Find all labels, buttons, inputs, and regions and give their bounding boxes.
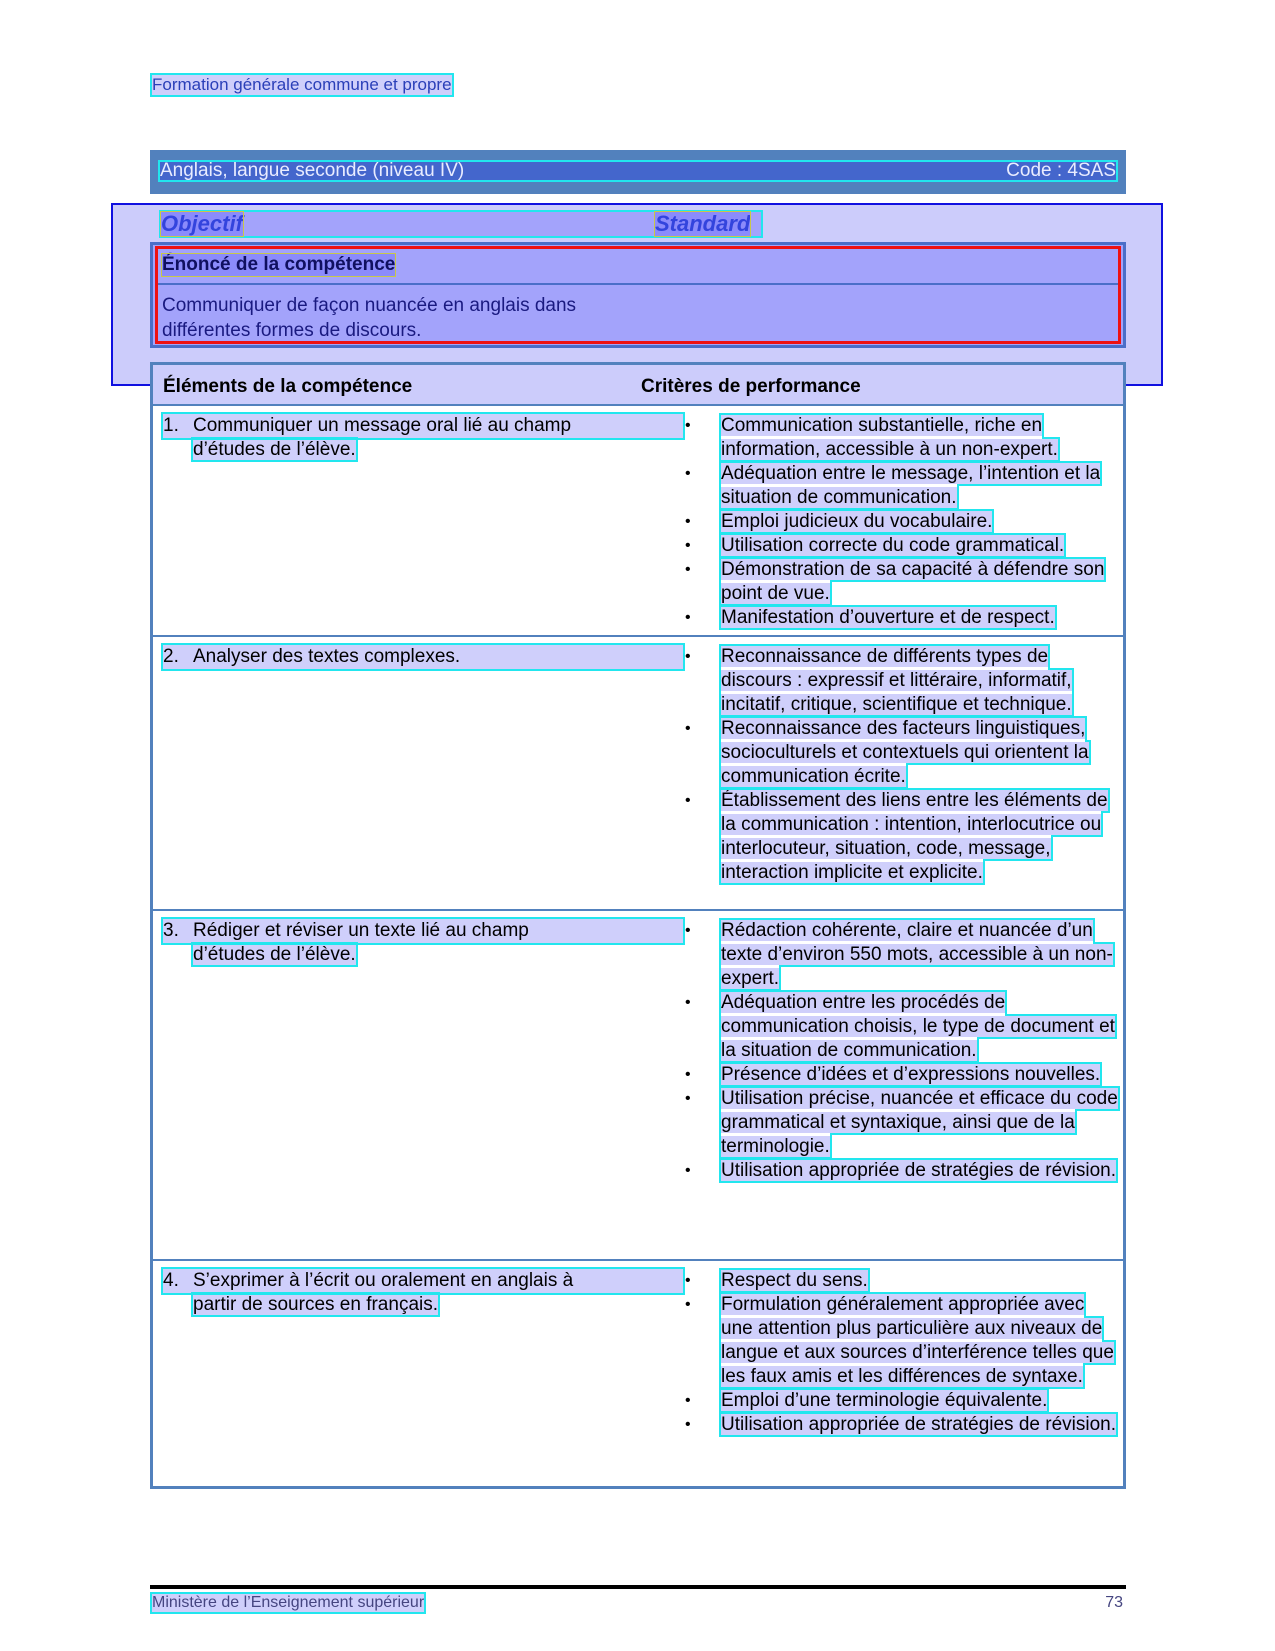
bullet-icon: • [685, 792, 691, 809]
bullet-icon: • [685, 1090, 691, 1107]
bullet-icon: • [685, 465, 691, 482]
competence-element [163, 919, 683, 967]
column-header-elements: Éléments de la compétence [163, 376, 413, 397]
enonce-text: Communiquer de façon nuancée en anglais dans différentes formes de discours. [162, 295, 577, 341]
element-number: 1. [163, 415, 179, 436]
competence-element [163, 645, 683, 669]
criterion-text: Adéquation entre les procédés de communication choisis, le type de document et la situation de communication. [721, 992, 1115, 1061]
criterion-item [683, 558, 1118, 606]
table-row [153, 637, 1123, 911]
criterion-text: Adéquation entre le message, l’intention et la situation de communication. [721, 463, 1101, 508]
criterion-item [683, 534, 1118, 558]
criterion-text: Communication substantielle, riche en information, accessible à un non-expert. [721, 415, 1058, 460]
criterion-item [683, 991, 1118, 1063]
criterion-item [683, 1413, 1118, 1437]
performance-criteria [683, 1269, 1118, 1437]
criterion-text: Emploi judicieux du vocabulaire. [721, 511, 993, 532]
bullet-icon: • [685, 648, 691, 665]
footer-ministry: Ministère de l’Enseignement supérieur [152, 1594, 425, 1611]
criterion-text: Présence d’idées et d’expressions nouvelles. [721, 1064, 1101, 1085]
criterion-item [683, 414, 1118, 462]
course-title-bar [150, 150, 1126, 194]
bullet-icon: • [685, 609, 691, 626]
element-number: 2. [163, 646, 179, 667]
competence-element [163, 414, 683, 462]
criterion-text: Reconnaissance des facteurs linguistiques, socioculturels et contextuels qui orientent la communication écrite. [721, 718, 1089, 787]
bullet-icon: • [685, 513, 691, 530]
element-text-continued: d’études de l’élève. [193, 439, 356, 460]
element-text: Rédiger et réviser un texte lié au champ [193, 920, 529, 941]
table-row [153, 1261, 1123, 1489]
criterion-item [683, 1159, 1118, 1183]
bullet-icon: • [685, 1296, 691, 1313]
course-code: Code : 4SAS [1006, 160, 1116, 181]
table-row [153, 911, 1123, 1261]
element-text-continued: d’études de l’élève. [193, 944, 356, 965]
bullet-icon: • [685, 994, 691, 1011]
criterion-text: Respect du sens. [721, 1270, 868, 1291]
criterion-text: Utilisation appropriée de stratégies de révision. [721, 1160, 1116, 1181]
bullet-icon: • [685, 1416, 691, 1433]
bullet-icon: • [685, 1272, 691, 1289]
criterion-item [683, 1063, 1118, 1087]
element-text-continued: partir de sources en français. [193, 1294, 439, 1315]
enonce-divider [158, 283, 1118, 285]
criterion-text: Démonstration de sa capacité à défendre son point de vue. [721, 559, 1105, 604]
criterion-item [683, 1389, 1118, 1413]
criterion-text: Reconnaissance de différents types de discours : expressif et littéraire, informatif, incitatif, critique, scientifique et technique. [721, 646, 1072, 715]
page-number: 73 [1105, 1594, 1123, 1611]
criterion-item [683, 645, 1118, 717]
criterion-item [683, 510, 1118, 534]
performance-criteria [683, 414, 1118, 630]
criterion-text: Utilisation précise, nuancée et efficace du code grammatical et syntaxique, ainsi que de la terminologie. [721, 1088, 1118, 1157]
column-header-criteria: Critères de performance [641, 376, 861, 397]
criterion-item [683, 1293, 1118, 1389]
criterion-text: Formulation généralement appropriée avec une attention plus particulière aux niveaux de langue et aux sources d’interférence telles que les faux amis et les différences de syntaxe. [721, 1294, 1114, 1387]
criterion-text: Établissement des liens entre les éléments de la communication : intention, interlocutrice ou interlocuteur, situation, code, message, interaction implicite et explicite. [721, 790, 1108, 883]
enonce-title: Énoncé de la compétence [162, 254, 396, 275]
criterion-text: Utilisation appropriée de stratégies de révision. [721, 1414, 1116, 1435]
criterion-text: Emploi d’une terminologie équivalente. [721, 1390, 1048, 1411]
competence-table [150, 362, 1126, 1489]
running-header: Formation générale commune et propre [152, 75, 452, 94]
table-header [153, 365, 1123, 406]
bullet-icon: • [685, 922, 691, 939]
element-text: S’exprimer à l’écrit ou oralement en anglais à [193, 1270, 574, 1291]
element-number: 4. [163, 1270, 179, 1291]
bullet-icon: • [685, 537, 691, 554]
criterion-item [683, 789, 1118, 885]
criterion-item [683, 919, 1118, 991]
element-number: 3. [163, 920, 179, 941]
element-text: Analyser des textes complexes. [193, 646, 461, 667]
standard-heading: Standard [655, 211, 751, 236]
criterion-item [683, 1269, 1118, 1293]
bullet-icon: • [685, 561, 691, 578]
bullet-icon: • [685, 417, 691, 434]
bullet-icon: • [685, 720, 691, 737]
performance-criteria [683, 645, 1118, 885]
bullet-icon: • [685, 1392, 691, 1409]
performance-criteria [683, 919, 1118, 1183]
criterion-item [683, 606, 1118, 630]
criterion-item [683, 1087, 1118, 1159]
bullet-icon: • [685, 1162, 691, 1179]
criterion-text: Utilisation correcte du code grammatical. [721, 535, 1065, 556]
element-text: Communiquer un message oral lié au champ [193, 415, 572, 436]
course-title: Anglais, langue seconde (niveau IV) [160, 160, 465, 181]
competence-element [163, 1269, 683, 1317]
criterion-item [683, 462, 1118, 510]
objective-heading: Objectif [161, 211, 243, 236]
criterion-text: Rédaction cohérente, claire et nuancée d’un texte d’environ 550 mots, accessible à un non-expert. [721, 920, 1113, 989]
table-row [153, 406, 1123, 637]
bullet-icon: • [685, 1066, 691, 1083]
criterion-text: Manifestation d’ouverture et de respect. [721, 607, 1055, 628]
criterion-item [683, 717, 1118, 789]
footer-rule [150, 1585, 1126, 1589]
